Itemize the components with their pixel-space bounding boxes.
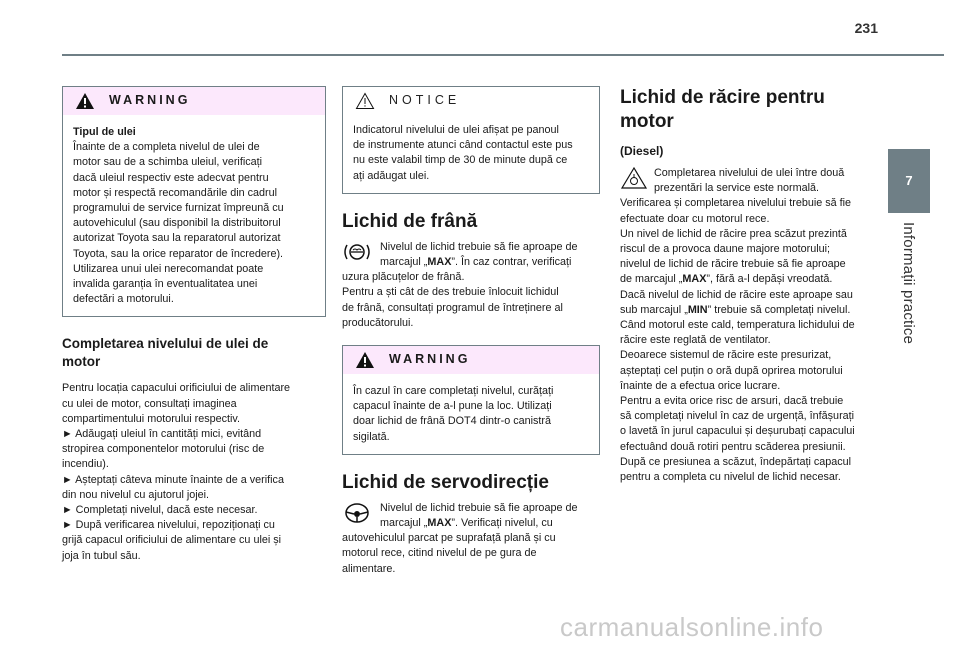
column-3 [620, 86, 878, 485]
chapter-title: Informații practice [900, 222, 917, 345]
power-steering-block [342, 501, 600, 577]
warning-triangle-icon [355, 351, 375, 369]
coolant-subtitle: (Diesel) [620, 144, 664, 158]
service-warning-icon [620, 166, 648, 190]
header-rule [62, 54, 944, 56]
brake-fluid-title: Lichid de frână [342, 210, 478, 232]
warning-label: WARNING [389, 352, 471, 367]
brake-text: uzura plăcuțelor de frână. Pentru a ști cât de des trebuie înlocuit lichidul de frână, consultați programul de întreținere al producătorului. [342, 271, 563, 329]
coolant-title: Lichid de răcire pentru motor [620, 87, 825, 132]
coolant-intro-line-2: prezentări la service este normală. [654, 182, 820, 195]
max-marker: MAX [427, 517, 452, 530]
steering-intro-line-1: Nivelul de lichid trebuie să fie aproape de [380, 501, 578, 514]
coolant-intro-line-1: Completarea nivelului de ulei între două [654, 167, 845, 179]
brake-fluid-icon [342, 240, 372, 264]
oil-section-text: Pentru locația capacului orificiului de alimentare cu ulei de motor, consultați imaginea compartimentului motorului respectiv. ► Adăugați uleiul în cantități mici, evitând stropirea componentelor motorului (risc de incendiu). ► Așteptați câteva minute înainte de a verifica din nou nivelul cu ajutorul jojei. ► Completați nivelul, dacă este necesar. ► După verificarea nivelului, repoziționați cu grijă capacul orificiului de alimentare cu ulei și joja în tubul său. [62, 382, 291, 562]
notice-header [343, 87, 599, 115]
notice-text: Indicatorul nivelului de ulei afișat pe panoul de instrumente atunci când contactul este pus nu este valabil timp de 30 de minute după ce ați adăugat ulei. [353, 124, 573, 182]
column-1 [62, 86, 326, 564]
warning-header [63, 87, 325, 115]
steering-intro-line-2: marcajul „MAX”. Verificați nivelul, cu [380, 517, 553, 530]
notice-box [342, 86, 600, 194]
brake-warning-box [342, 345, 600, 455]
steering-wheel-icon [342, 501, 372, 525]
warning-triangle-icon [75, 92, 95, 110]
warning-header [343, 346, 599, 374]
notice-triangle-icon [355, 92, 375, 110]
warning-text: Înainte de a completa nivelul de ulei de motor sau de a schimba uleiul, verificați dacă uleiul respectiv este adecvat pentru motor și respectă recomandările din cadrul programului de service furnizat împreună cu autovehiculul (sau disponibil la distribuitorul autorizat Toyota sau la reparatorul autorizat Toyota, sau la orice reparator de încredere). Utilizarea unui ulei nerecomandat poate invalida garanția în eventualitatea unei defectări a motorului. [73, 141, 284, 306]
oil-section-title: Completarea nivelului de ulei de motor [62, 336, 269, 370]
min-marker: MIN [687, 303, 708, 316]
warning-label: WARNING [109, 93, 191, 108]
steering-text: autovehiculul parcat pe suprafață plană și cu motorul rece, citind nivelul de pe gura de alimentare. [342, 532, 556, 575]
coolant-text: Verificarea și completarea nivelului trebuie să fie efectuate doar cu motorul rece. Un nivel de lichid de răcire prea scăzut prezintă riscul de a provoca daune majore motorului; nivelul de lichid de răcire trebuie să fie aproape de marcajul „MAX”, fără a-l depăși vreodată. Dacă nivelul de lichid de răcire este aproape sau sub marcajul „MIN” trebuie să completați nivelul. Când motorul este cald, temperatura lichidului de răcire este reglată de ventilator. Deoarece sistemul de răcire este presurizat, așteptați cel puțin o oră după oprirea motorului înainte de a efectua orice lucrare. Pentru a evita orice risc de arsuri, dacă trebuie să completați nivelul în caz de urgență, înfășurați o lavetă în jurul capacului și deșurubați capacului efectuând două rotiri pentru scăderea presiunii. După ce presiunea a scăzut, îndepărtați capacul pentru a completa cu nivelul de lichid necesar. [620, 197, 855, 484]
chapter-tab[interactable]: 7 [888, 149, 930, 213]
brake-fluid-block [342, 240, 600, 331]
page-number: 231 [854, 20, 878, 36]
coolant-block [620, 166, 878, 485]
power-steering-title: Lichid de servodirecție [342, 471, 549, 493]
oil-warning-box [62, 86, 326, 317]
warning-subtitle: Tipul de ulei [73, 126, 136, 138]
brake-intro-line-2: marcajul „MAX”. În caz contrar, verificați [380, 256, 572, 269]
max-marker: MAX [682, 273, 707, 286]
watermark: carmanualsonline.info [560, 612, 824, 642]
column-2 [342, 86, 600, 577]
notice-label: NOTICE [389, 93, 461, 108]
max-marker: MAX [427, 256, 452, 269]
brake-warning-text: În cazul în care completați nivelul, curățați capacul înainte de a-l pune la loc. Utilizați doar lichid de frână DOT4 dintr-o canistră sigilată. [353, 385, 554, 443]
brake-intro-line-1: Nivelul de lichid trebuie să fie aproape de [380, 240, 578, 253]
